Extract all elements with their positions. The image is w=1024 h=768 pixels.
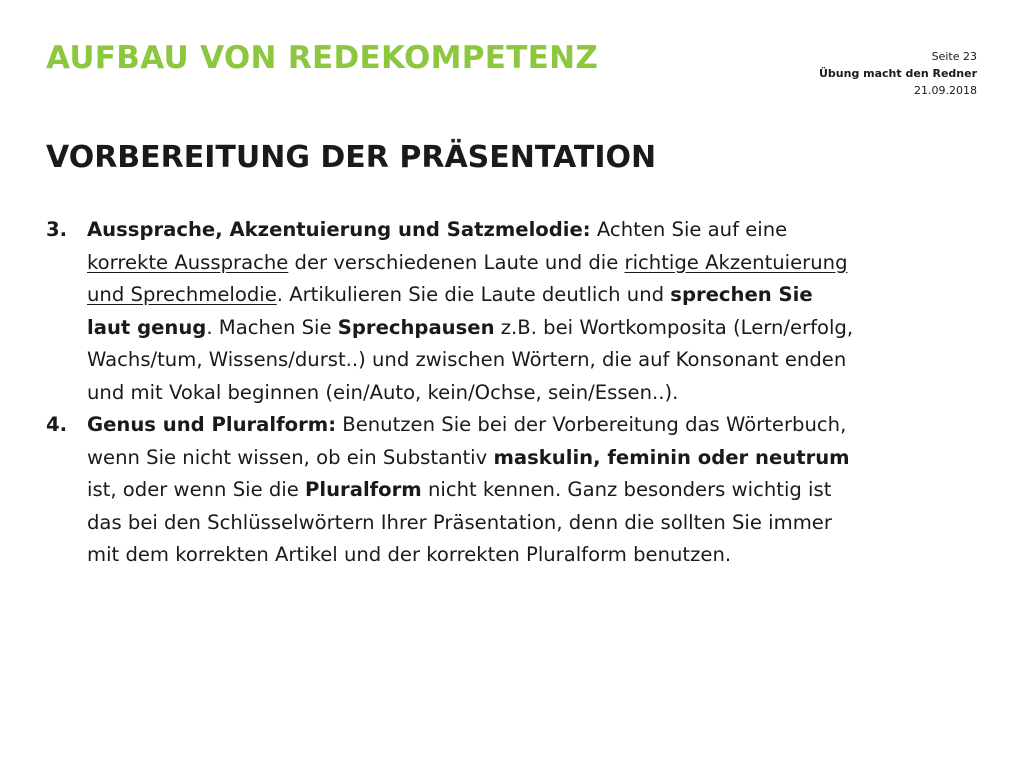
- text-segment: Benutzen Sie bei der Vorbereitung das Wörterbuch, wenn Sie nicht wissen, ob ein Substantiv: [87, 413, 847, 469]
- page-number: Seite 23: [931, 50, 977, 63]
- text-segment: maskulin, feminin oder neutrum: [493, 445, 850, 469]
- text-segment: der verschiedenen Laute und die: [288, 250, 625, 274]
- text-segment: sprechen Sie laut genug: [87, 283, 813, 339]
- slide-header-title: AUFBAU VON REDEKOMPETENZ: [46, 40, 599, 76]
- text-segment: Sprechpausen: [337, 315, 495, 339]
- text-segment: Achten Sie auf eine: [590, 218, 788, 241]
- content-list: [46, 214, 856, 572]
- text-segment: . Machen Sie: [206, 315, 338, 339]
- section-title: VORBEREITUNG DER PRÄSENTATION: [46, 140, 657, 175]
- slide-subtitle: Übung macht den Redner: [818, 67, 977, 80]
- list-item-number: 3.: [46, 218, 68, 241]
- text-segment: . Artikulieren Sie die Laute deutlich und: [276, 283, 671, 306]
- text-segment: Pluralform: [305, 478, 422, 501]
- text-segment: z.B. bei Wortkomposita (Lern/erfolg, Wachs/tum, Wissens/durst..) und zwischen Wörtern, die auf Konsonant enden und mit Vokal beginnen (ein/Auto, kein/Ochse, sein/Essen..).: [87, 315, 854, 404]
- text-segment: Genus und Pluralform:: [87, 413, 337, 436]
- text-segment: ist, oder wenn Sie die: [87, 478, 306, 501]
- list-item-3: [46, 214, 856, 409]
- slide-date: 21.09.2018: [914, 84, 977, 97]
- text-segment: korrekte Aussprache: [87, 250, 289, 274]
- list-item-4: [46, 409, 856, 572]
- text-segment: richtige Akzentuierung und Sprechmelodie: [87, 250, 848, 306]
- text-segment: Aussprache, Akzentuierung und Satzmelodie:: [87, 218, 591, 241]
- text-segment: nicht kennen. Ganz besonders wichtig ist das bei den Schlüsselwörtern Ihrer Präsentation, denn die sollten Sie immer mit dem korrekten Artikel und der korrekten Pluralform benutzen.: [87, 478, 832, 566]
- slide-meta: [819, 48, 977, 99]
- list-item-number: 4.: [46, 413, 68, 436]
